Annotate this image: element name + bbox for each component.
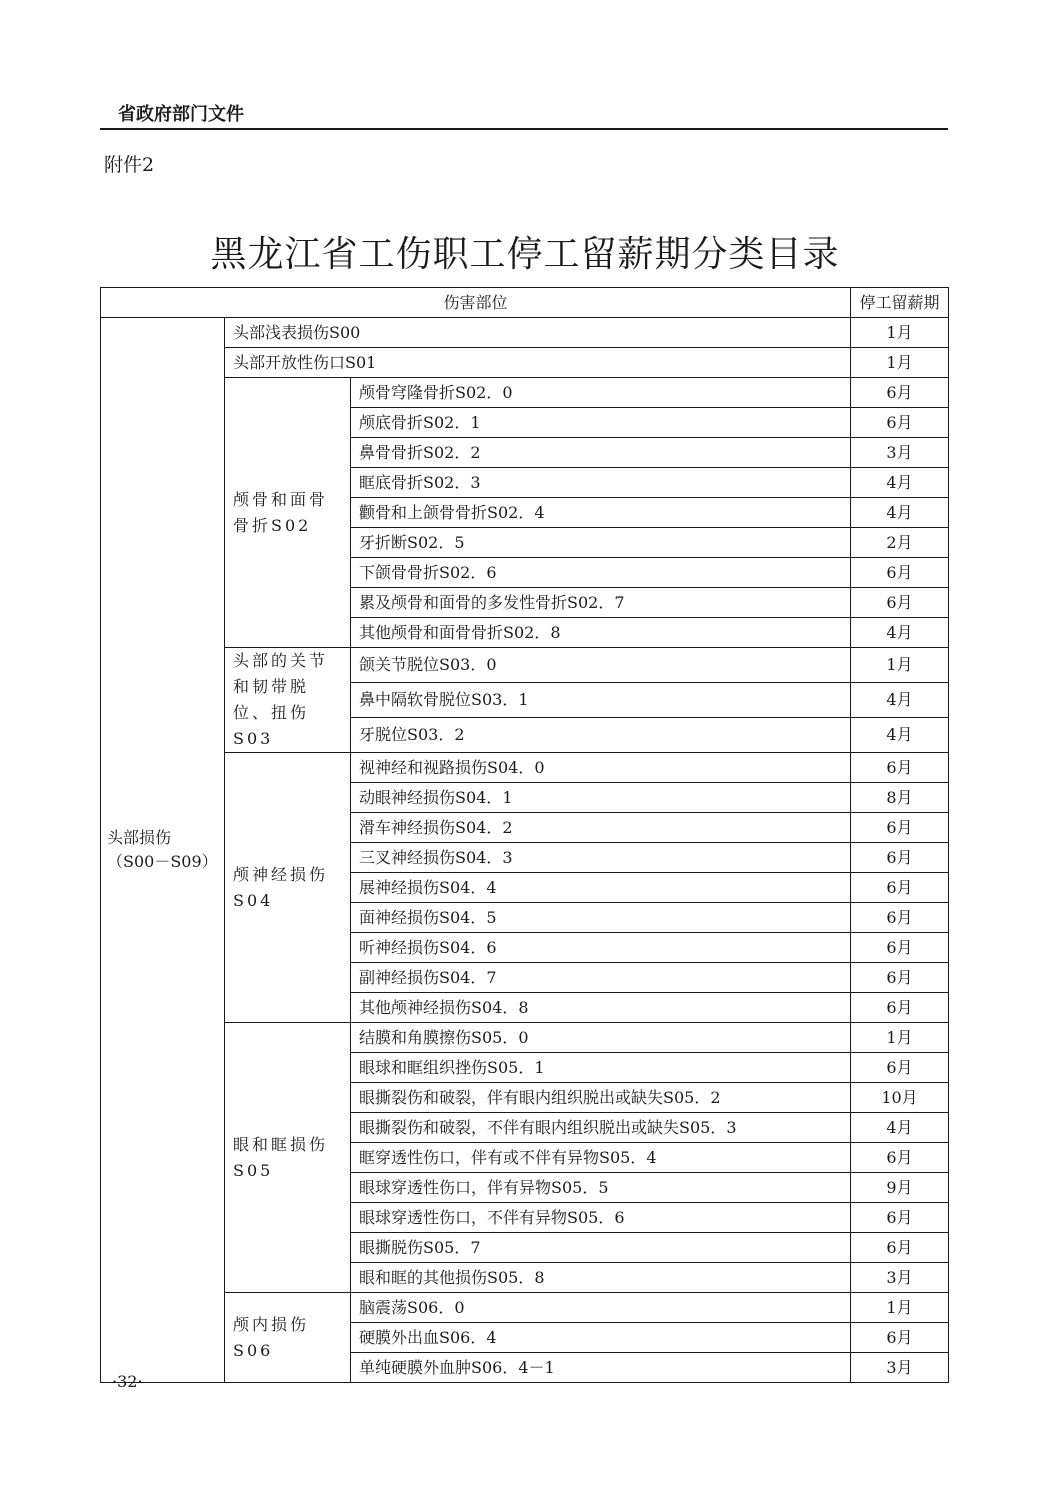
injury-item: 眼和眶的其他损伤S05．8 [351, 1263, 851, 1293]
leave-period: 6月 [851, 1143, 949, 1173]
table-row [101, 348, 949, 378]
injury-item: 副神经损伤S04．7 [351, 963, 851, 993]
injury-item: 头部浅表损伤S00 [225, 318, 851, 348]
table-row [101, 378, 949, 408]
leave-period: 6月 [851, 378, 949, 408]
injury-item: 眼球穿透性伤口，伴有异物S05．5 [351, 1173, 851, 1203]
injury-item: 累及颅骨和面骨的多发性骨折S02．7 [351, 588, 851, 618]
injury-item: 动眼神经损伤S04．1 [351, 783, 851, 813]
table-row [101, 1293, 949, 1323]
injury-item: 眼球穿透性伤口，不伴有异物S05．6 [351, 1203, 851, 1233]
leave-period: 4月 [851, 468, 949, 498]
injury-group: 颅内损伤S06 [225, 1293, 351, 1383]
injury-item: 结膜和角膜擦伤S05．0 [351, 1023, 851, 1053]
injury-item: 硬膜外出血S06．4 [351, 1323, 851, 1353]
leave-period: 4月 [851, 618, 949, 648]
injury-group: 头部的关节和韧带脱位、扭伤S03 [225, 648, 351, 753]
leave-period: 6月 [851, 753, 949, 783]
injury-item: 视神经和视路损伤S04．0 [351, 753, 851, 783]
table-header-row [101, 288, 949, 318]
injury-item: 眶底骨折S02．3 [351, 468, 851, 498]
table-row [101, 648, 949, 683]
injury-item: 眶穿透性伤口，伴有或不伴有异物S05．4 [351, 1143, 851, 1173]
leave-period: 2月 [851, 528, 949, 558]
leave-period: 1月 [851, 318, 949, 348]
leave-period: 3月 [851, 1263, 949, 1293]
injury-item: 牙折断S02．5 [351, 528, 851, 558]
table-row [101, 753, 949, 783]
injury-item: 眼撕裂伤和破裂，伴有眼内组织脱出或缺失S05．2 [351, 1083, 851, 1113]
injury-item: 牙脱位S03．2 [351, 718, 851, 753]
leave-period: 6月 [851, 1053, 949, 1083]
injury-item: 鼻骨骨折S02．2 [351, 438, 851, 468]
injury-item: 颌关节脱位S03．0 [351, 648, 851, 683]
document-header: 省政府部门文件 [118, 104, 244, 125]
leave-period: 6月 [851, 993, 949, 1023]
header-divider [100, 128, 948, 130]
leave-period: 6月 [851, 1203, 949, 1233]
leave-period: 6月 [851, 1323, 949, 1353]
injury-item: 眼撕脱伤S05．7 [351, 1233, 851, 1263]
classification-table [100, 287, 949, 1383]
leave-period: 3月 [851, 1353, 949, 1383]
leave-period: 6月 [851, 873, 949, 903]
leave-period: 6月 [851, 1233, 949, 1263]
injury-item: 下颌骨骨折S02．6 [351, 558, 851, 588]
leave-period-header: 停工留薪期 [851, 288, 949, 318]
injury-group: 眼和眶损伤S05 [225, 1023, 351, 1293]
leave-period: 1月 [851, 648, 949, 683]
leave-period: 6月 [851, 408, 949, 438]
leave-period: 6月 [851, 933, 949, 963]
leave-period: 9月 [851, 1173, 949, 1203]
leave-period: 4月 [851, 718, 949, 753]
injury-item: 单纯硬膜外血肿S06．4－1 [351, 1353, 851, 1383]
leave-period: 6月 [851, 903, 949, 933]
leave-period: 3月 [851, 438, 949, 468]
leave-period: 4月 [851, 683, 949, 718]
leave-period: 1月 [851, 1023, 949, 1053]
injury-item: 颧骨和上颌骨骨折S02．4 [351, 498, 851, 528]
injury-item: 鼻中隔软骨脱位S03．1 [351, 683, 851, 718]
injury-item: 眼球和眶组织挫伤S05．1 [351, 1053, 851, 1083]
injury-item: 颅底骨折S02．1 [351, 408, 851, 438]
leave-period: 8月 [851, 783, 949, 813]
injury-item: 脑震荡S06．0 [351, 1293, 851, 1323]
attachment-label: 附件2 [104, 154, 155, 176]
injury-item: 其他颅骨和面骨骨折S02．8 [351, 618, 851, 648]
injury-item: 三叉神经损伤S04．3 [351, 843, 851, 873]
leave-period: 1月 [851, 348, 949, 378]
leave-period: 10月 [851, 1083, 949, 1113]
leave-period: 1月 [851, 1293, 949, 1323]
injury-group: 颅骨和面骨骨折S02 [225, 378, 351, 648]
injury-item: 滑车神经损伤S04．2 [351, 813, 851, 843]
leave-period: 6月 [851, 558, 949, 588]
injury-item: 面神经损伤S04．5 [351, 903, 851, 933]
category-cell: 头部损伤 （S00－S09） [101, 318, 225, 1383]
leave-period: 6月 [851, 843, 949, 873]
leave-period: 6月 [851, 813, 949, 843]
injury-item: 颅骨穹隆骨折S02．0 [351, 378, 851, 408]
leave-period: 6月 [851, 588, 949, 618]
leave-period: 6月 [851, 963, 949, 993]
page-number: ·32· [112, 1372, 143, 1391]
leave-period: 4月 [851, 1113, 949, 1143]
table-row [101, 318, 949, 348]
injury-item: 其他颅神经损伤S04．8 [351, 993, 851, 1023]
injury-group: 颅神经损伤S04 [225, 753, 351, 1023]
injury-item: 听神经损伤S04．6 [351, 933, 851, 963]
injury-item: 头部开放性伤口S01 [225, 348, 851, 378]
table-row [101, 1023, 949, 1053]
injury-item: 眼撕裂伤和破裂，不伴有眼内组织脱出或缺失S05．3 [351, 1113, 851, 1143]
injury-site-header: 伤害部位 [101, 288, 851, 318]
leave-period: 4月 [851, 498, 949, 528]
page-title: 黑龙江省工伤职工停工留薪期分类目录 [210, 234, 840, 275]
injury-item: 展神经损伤S04．4 [351, 873, 851, 903]
